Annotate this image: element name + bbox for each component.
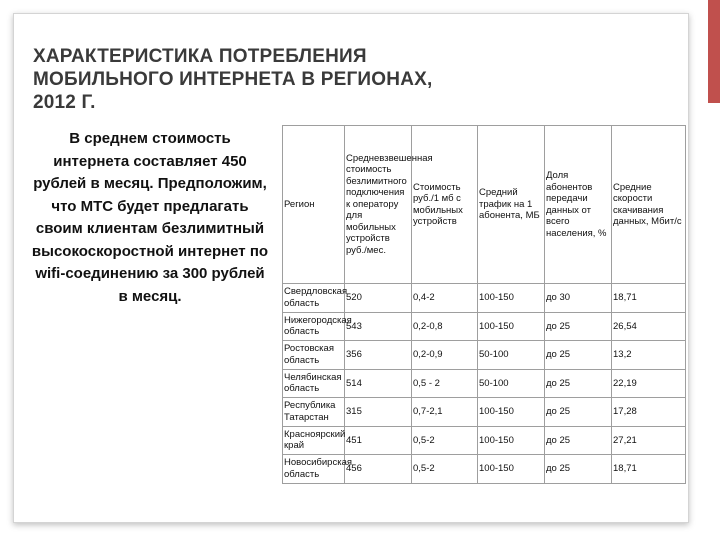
cell-cost-per-mb: 0,2-0,9	[412, 341, 478, 370]
header-avg-traffic: Средний трафик на 1 абонента, МБ	[478, 126, 545, 284]
cell-avg-traffic: 100-150	[478, 284, 545, 313]
cell-avg-cost: 356	[345, 341, 412, 370]
cell-region: Свердловская область	[283, 284, 345, 313]
cell-avg-traffic: 50-100	[478, 341, 545, 370]
cell-cost-per-mb: 0,4-2	[412, 284, 478, 313]
cell-avg-cost: 451	[345, 426, 412, 455]
cell-share: до 25	[545, 398, 612, 427]
cell-avg-traffic: 100-150	[478, 312, 545, 341]
table-row	[283, 312, 686, 341]
cell-speed: 27,21	[612, 426, 686, 455]
cell-avg-cost: 520	[345, 284, 412, 313]
cell-avg-cost: 514	[345, 369, 412, 398]
header-speed: Средние скорости скачивания данных, Мбит/с	[612, 126, 686, 284]
table-row	[283, 426, 686, 455]
cell-region: Новосибирская область	[283, 455, 345, 484]
cell-speed: 13,2	[612, 341, 686, 370]
cell-avg-traffic: 100-150	[478, 398, 545, 427]
table-row	[283, 455, 686, 484]
header-region: Регион	[283, 126, 345, 284]
cell-cost-per-mb: 0,2-0,8	[412, 312, 478, 341]
table-row	[283, 369, 686, 398]
cell-speed: 18,71	[612, 455, 686, 484]
cell-speed: 22,19	[612, 369, 686, 398]
cell-cost-per-mb: 0,5-2	[412, 455, 478, 484]
cell-avg-traffic: 50-100	[478, 369, 545, 398]
cell-cost-per-mb: 0,5 - 2	[412, 369, 478, 398]
cell-speed: 26,54	[612, 312, 686, 341]
cell-avg-cost: 315	[345, 398, 412, 427]
table-row	[283, 284, 686, 313]
accent-bar	[708, 0, 720, 103]
table-row	[283, 398, 686, 427]
cell-region: Ростовская область	[283, 341, 345, 370]
cell-region: Нижегородская область	[283, 312, 345, 341]
cell-share: до 30	[545, 284, 612, 313]
cell-region: Красноярский край	[283, 426, 345, 455]
table-header-row	[283, 126, 686, 284]
cell-avg-cost: 456	[345, 455, 412, 484]
cell-cost-per-mb: 0,5-2	[412, 426, 478, 455]
cell-share: до 25	[545, 369, 612, 398]
cell-region: Республика Татарстан	[283, 398, 345, 427]
slide-body-text: В среднем стоимость интернета составляет 450 рублей в месяц. Предположим, что МТС будет предлагать своим клиентам безлимитный высокоскоростной интернет по wifi-соединению за 300 рублей в месяц.	[31, 130, 269, 305]
cell-region: Челябинская область	[283, 369, 345, 398]
slide-title: ХАРАКТЕРИСТИКА ПОТРЕБЛЕНИЯ МОБИЛЬНОГО ИНТЕРНЕТА В РЕГИОНАХ, 2012 Г.	[33, 46, 433, 113]
cell-share: до 25	[545, 426, 612, 455]
cell-speed: 17,28	[612, 398, 686, 427]
cell-avg-traffic: 100-150	[478, 455, 545, 484]
cell-share: до 25	[545, 312, 612, 341]
header-share: Доля абонентов передачи данных от всего населения, %	[545, 126, 612, 284]
cell-share: до 25	[545, 341, 612, 370]
header-avg-cost: Средневзвешенная стоимость безлимитного подключения к оператору для мобильных устройств руб./мес.	[345, 126, 412, 284]
cell-avg-traffic: 100-150	[478, 426, 545, 455]
cell-share: до 25	[545, 455, 612, 484]
cell-speed: 18,71	[612, 284, 686, 313]
cell-avg-cost: 543	[345, 312, 412, 341]
table-row	[283, 341, 686, 370]
regions-table	[282, 125, 686, 484]
cell-cost-per-mb: 0,7-2,1	[412, 398, 478, 427]
header-cost-per-mb: Стоимость руб./1 мб с мобильных устройств	[412, 126, 478, 284]
